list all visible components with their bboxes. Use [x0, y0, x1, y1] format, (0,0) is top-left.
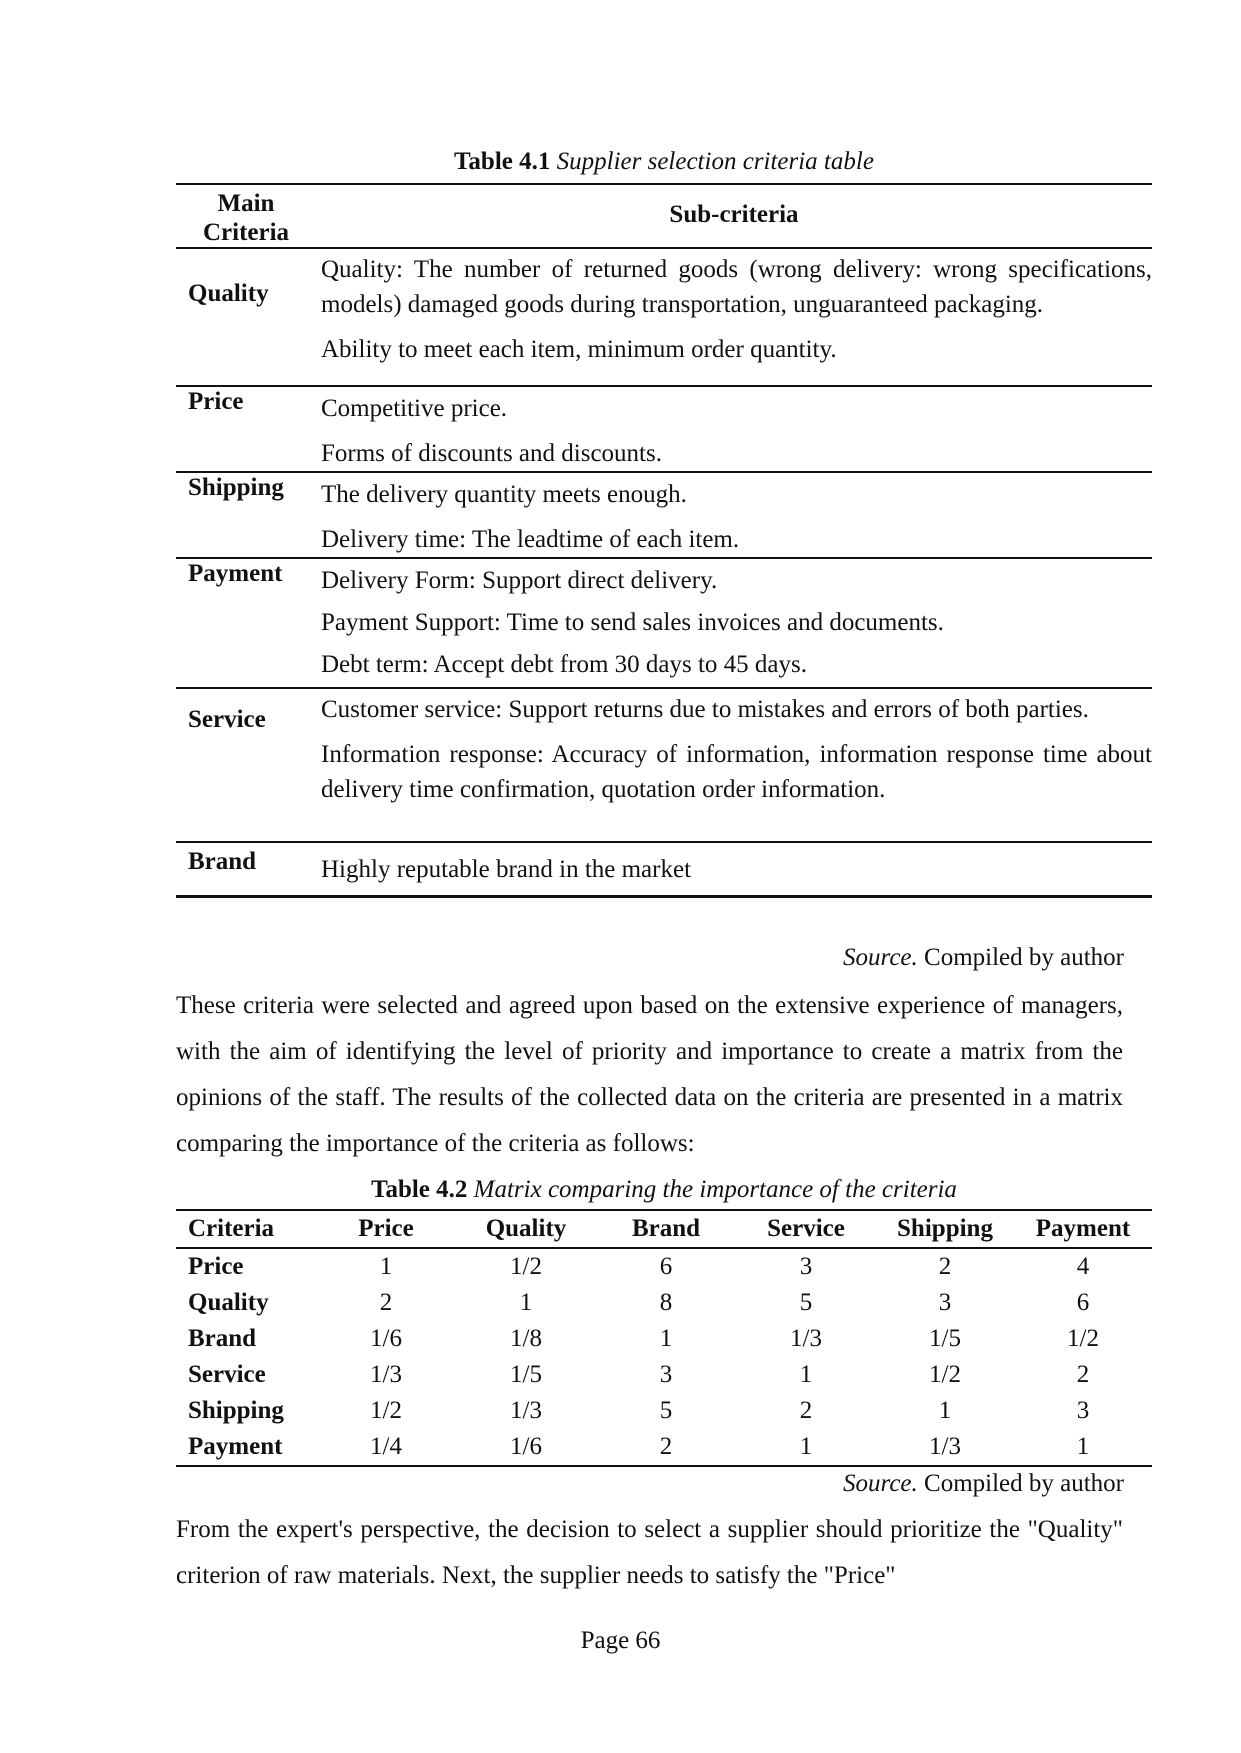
table-row [176, 689, 1152, 843]
table-row [176, 1248, 1152, 1285]
sub-criterion: Debt term: Accept debt from 30 days to 45 days. [321, 651, 807, 678]
row-criterion: Payment [188, 1433, 283, 1460]
matrix-cell: 3 [938, 1289, 952, 1316]
matrix-cell: 1/8 [510, 1325, 542, 1352]
table-row [176, 843, 1152, 898]
matrix-cell: 1/3 [510, 1397, 542, 1424]
source-text: Compiled by author [917, 944, 1124, 971]
row-criterion: Service [188, 1361, 266, 1388]
header-main-criteria: Main Criteria [202, 190, 290, 246]
main-criterion: Shipping [188, 474, 284, 501]
matrix-cell: 1 [799, 1433, 813, 1460]
matrix-cell: 1/3 [929, 1433, 961, 1460]
column-header: Brand [631, 1215, 701, 1242]
header-sub-criteria: Sub-criteria [669, 201, 799, 228]
matrix-cell: 4 [1076, 1253, 1090, 1280]
column-header: Payment [1035, 1215, 1131, 1242]
main-criterion: Brand [188, 848, 257, 875]
column-header: Quality [485, 1215, 567, 1242]
table-row [176, 249, 1152, 387]
column-header: Shipping [897, 1215, 993, 1242]
main-criterion: Price [188, 388, 244, 415]
matrix-cell: 3 [799, 1253, 813, 1280]
matrix-cell: 1 [799, 1361, 813, 1388]
matrix-cell: 1 [519, 1289, 533, 1316]
sub-criterion: Competitive price. [321, 395, 508, 422]
matrix-cell: 2 [379, 1289, 393, 1316]
matrix-cell: 1/2 [1067, 1325, 1099, 1352]
table-row [176, 1321, 1152, 1357]
column-header: Service [767, 1215, 845, 1242]
sub-criterion: Customer service: Support returns due to mistakes and errors of both parties. [321, 696, 1089, 723]
matrix-cell: 1/5 [510, 1361, 542, 1388]
table-4-1-source [843, 943, 1124, 973]
matrix-header-row [176, 1210, 1152, 1248]
caption-label: Table 4.1 [454, 148, 551, 175]
column-header: Price [358, 1215, 414, 1242]
table-row [176, 1285, 1152, 1321]
page-number: Page 66 [580, 1627, 661, 1654]
supplier-criteria-table [176, 183, 1152, 898]
table-row [176, 473, 1152, 559]
table-4-2-caption [176, 1175, 1152, 1205]
table-header [176, 183, 1152, 249]
matrix-cell: 1 [379, 1253, 393, 1280]
source-label: Source. [843, 1470, 918, 1497]
matrix-cell: 2 [659, 1433, 673, 1460]
matrix-cell: 3 [659, 1361, 673, 1388]
caption-title: Supplier selection criteria table [556, 148, 874, 175]
row-criterion: Brand [188, 1325, 257, 1352]
matrix-cell: 1/2 [370, 1397, 402, 1424]
matrix-cell: 5 [659, 1397, 673, 1424]
matrix-cell: 2 [938, 1253, 952, 1280]
matrix-cell: 2 [1076, 1361, 1090, 1388]
table-4-1-caption [176, 147, 1152, 177]
matrix-cell: 6 [659, 1253, 673, 1280]
table-row [176, 1429, 1152, 1466]
matrix-cell: 1 [659, 1325, 673, 1352]
sub-criterion: The delivery quantity meets enough. [321, 481, 687, 508]
row-criterion: Quality [188, 1289, 269, 1316]
matrix-cell: 1/5 [929, 1325, 961, 1352]
main-criterion: Payment [188, 560, 283, 587]
table-row [176, 559, 1152, 689]
sub-criterion: Delivery Form: Support direct delivery. [321, 567, 718, 594]
source-label: Source. [843, 944, 918, 971]
caption-label: Table 4.2 [371, 1176, 468, 1203]
table-4-2-source [843, 1469, 1124, 1499]
matrix-cell: 6 [1076, 1289, 1090, 1316]
matrix-cell: 8 [659, 1289, 673, 1316]
main-criterion: Service [188, 706, 266, 733]
sub-criterion: Information response: Accuracy of information, information response time about delivery time confirmation, quotation order information. [321, 741, 1152, 803]
body-paragraph: These criteria were selected and agreed upon based on the extensive experience of managers, with the aim of identifying the level of priority and importance to create a matrix from the opinions of the staff. The results of the collected data on the criteria are presented in a matrix comparing the importance of the criteria as follows: [176, 992, 1123, 1157]
matrix-cell: 1/6 [370, 1325, 402, 1352]
matrix-cell: 1/2 [510, 1253, 542, 1280]
source-text: Compiled by author [917, 1470, 1124, 1497]
row-criterion: Shipping [188, 1397, 284, 1424]
table-row [176, 1393, 1152, 1429]
sub-criterion: Forms of discounts and discounts. [321, 440, 662, 467]
matrix-cell: 1/3 [370, 1361, 402, 1388]
table-row [176, 1357, 1152, 1393]
matrix-cell: 5 [799, 1289, 813, 1316]
matrix-cell: 1/4 [370, 1433, 402, 1460]
column-header: Criteria [188, 1215, 275, 1242]
caption-title: Matrix comparing the importance of the criteria [473, 1176, 957, 1203]
sub-criterion: Payment Support: Time to send sales invoices and documents. [321, 609, 944, 636]
matrix-cell: 1/2 [929, 1361, 961, 1388]
sub-criterion: Delivery time: The leadtime of each item. [321, 526, 740, 553]
body-paragraph: From the expert's perspective, the decision to select a supplier should prioritize the "Quality" criterion of raw materials. Next, the supplier needs to satisfy the "Price" [176, 1516, 1123, 1589]
matrix-cell: 1 [938, 1397, 952, 1424]
main-criterion: Quality [188, 280, 269, 307]
matrix-cell: 2 [799, 1397, 813, 1424]
sub-criterion: Quality: The number of returned goods (wrong delivery: wrong specifications, models) damaged goods during transportation, unguaranteed packaging. [321, 256, 1152, 318]
matrix-cell: 3 [1076, 1397, 1090, 1424]
row-criterion: Price [188, 1253, 244, 1280]
sub-criterion: Ability to meet each item, minimum order quantity. [321, 336, 837, 363]
sub-criterion: Highly reputable brand in the market [321, 856, 692, 883]
matrix-cell: 1/6 [510, 1433, 542, 1460]
matrix-cell: 1/3 [790, 1325, 822, 1352]
table-row [176, 387, 1152, 473]
criteria-comparison-matrix [176, 1209, 1152, 1467]
matrix-cell: 1 [1076, 1433, 1090, 1460]
